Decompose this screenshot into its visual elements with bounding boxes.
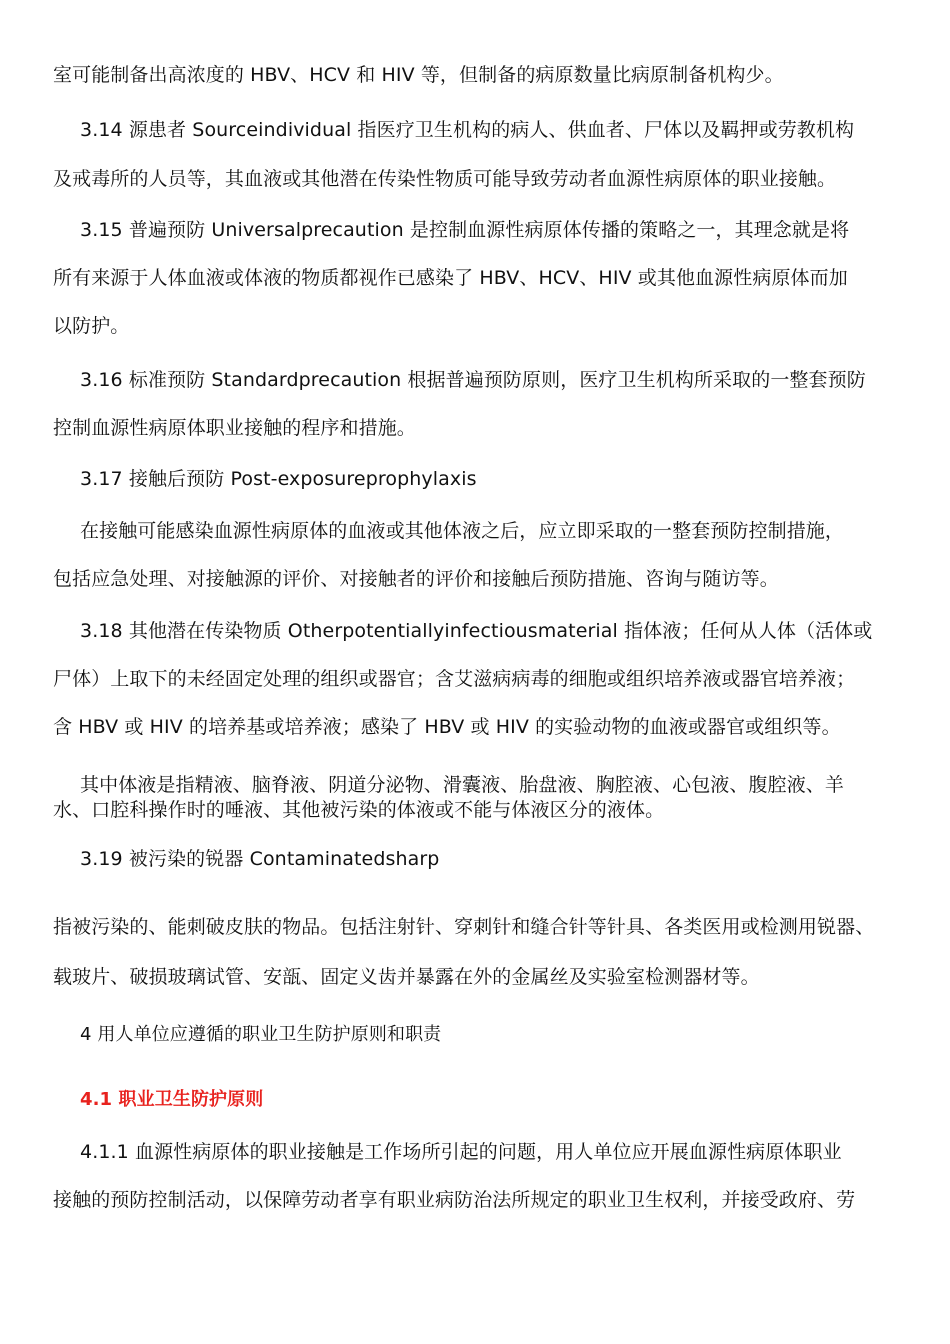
clause-3-15-line-1: 3.15 普遍预防 Universalprecaution 是控制血源性病原体传播的策略之一，其理念就是将 (80, 219, 850, 241)
clause-3-18-line-3: 含 HBV 或 HIV 的培养基或培养液；感染了 HBV 或 HIV 的实验动物的血液或器官或组织等。 (53, 716, 841, 738)
clause-3-14-line-2: 及戒毒所的人员等，其血液或其他潜在传染性物质可能导致劳动者血源性病原体的职业接触。 (53, 168, 837, 190)
clause-3-15-line-3: 以防护。 (53, 315, 130, 337)
clause-3-16-line-1: 3.16 标准预防 Standardprecaution 根据普遍预防原则，医疗卫生机构所采取的一整套预防 (80, 369, 866, 391)
clause-3-18-line-1: 3.18 其他潜在传染物质 Otherpotentiallyinfectiousmaterial 指体液；任何从人体（活体或 (80, 620, 873, 642)
section-4-heading: 4 用人单位应遵循的职业卫生防护原则和职责 (80, 1024, 442, 1045)
clause-3-16-line-2: 控制血源性病原体职业接触的程序和措施。 (53, 417, 416, 439)
clause-3-17-line-1: 在接触可能感染血源性病原体的血液或其他体液之后，应立即采取的一整套预防控制措施， (80, 520, 845, 542)
clause-3-19-line-1: 指被污染的、能刺破皮肤的物品。包括注射针、穿刺针和缝合针等针具、各类医用或检测用锐器、 (53, 916, 875, 938)
clause-3-18-line-2: 尸体）上取下的未经固定处理的组织或器官；含艾滋病病毒的细胞或组织培养液或器官培养液； (53, 668, 856, 690)
clause-3-18-note-line-1: 其中体液是指精液、脑脊液、阴道分泌物、滑囊液、胎盘液、胸腔液、心包液、腹腔液、羊 (80, 774, 845, 796)
section-4-1-heading: 4.1 职业卫生防护原则 (80, 1089, 264, 1110)
clause-3-15-line-2: 所有来源于人体血液或体液的物质都视作已感染了 HBV、HCV、HIV 或其他血源性病原体而加 (53, 267, 848, 289)
clause-3-18-note-line-2: 水、口腔科操作时的唾液、其他被污染的体液或不能与体液区分的液体。 (53, 799, 665, 821)
clause-3-17-title: 3.17 接触后预防 Post-exposureprophylaxis (80, 468, 477, 490)
clause-4-1-1-line-1: 4.1.1 血源性病原体的职业接触是工作场所引起的问题，用人单位应开展血源性病原体职业 (80, 1141, 842, 1163)
clause-3-14-line-1: 3.14 源患者 Sourceindividual 指医疗卫生机构的病人、供血者、尸体以及羁押或劳教机构 (80, 119, 855, 141)
clause-4-1-1-line-2: 接触的预防控制活动，以保障劳动者享有职业病防治法所规定的职业卫生权利，并接受政府、劳 (53, 1189, 856, 1211)
clause-3-17-line-2: 包括应急处理、对接触源的评价、对接触者的评价和接触后预防措施、咨询与随访等。 (53, 568, 779, 590)
text-line-continuation: 室可能制备出高浓度的 HBV、HCV 和 HIV 等，但制备的病原数量比病原制备机构少。 (53, 64, 784, 86)
clause-3-19-line-2: 载玻片、破损玻璃试管、安瓿、固定义齿并暴露在外的金属丝及实验室检测器材等。 (53, 966, 760, 988)
clause-3-19-title: 3.19 被污染的锐器 Contaminatedsharp (80, 848, 440, 870)
